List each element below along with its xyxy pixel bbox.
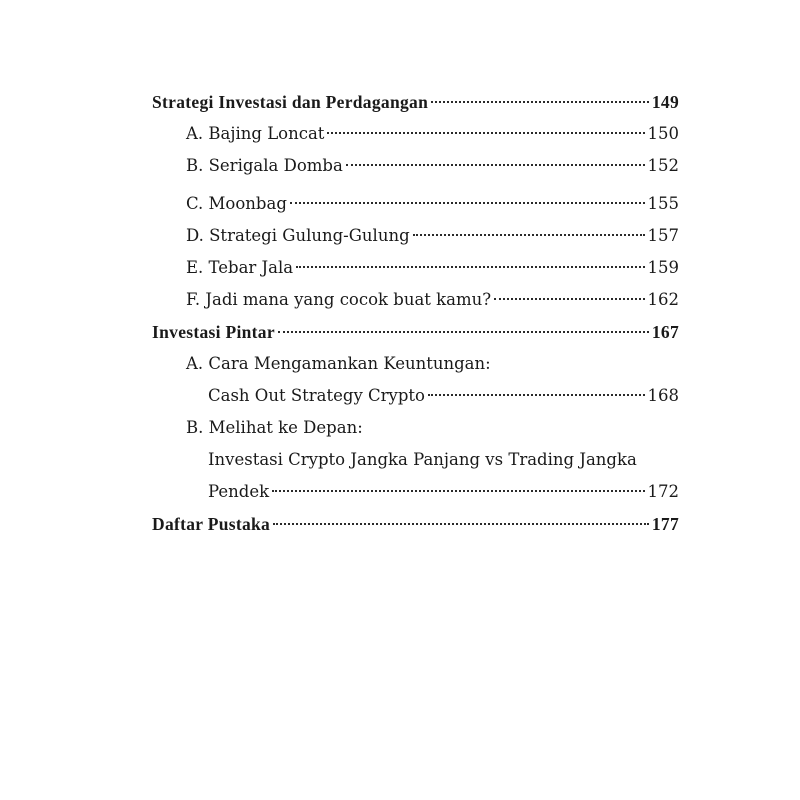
dot-leader bbox=[296, 266, 644, 268]
toc-entry-label: F. Jadi mana yang cocok buat kamu? bbox=[186, 290, 492, 309]
dot-leader bbox=[278, 331, 649, 333]
toc-entry-label: A. Bajing Loncat bbox=[186, 124, 325, 143]
toc-entry-label: B. Melihat ke Depan: bbox=[186, 418, 363, 437]
toc-section-tebar-jala bbox=[152, 252, 679, 284]
toc-section-investasi-crypto-line1 bbox=[152, 444, 679, 476]
toc-entry-label: Cash Out Strategy Crypto bbox=[208, 386, 425, 405]
toc-section-jadi-mana bbox=[152, 284, 679, 316]
toc-entry-label: Investasi Pintar bbox=[152, 322, 275, 342]
toc-section-cash-out-strategy bbox=[152, 380, 679, 412]
dot-leader bbox=[413, 234, 645, 236]
toc-entry-label: B. Serigala Domba bbox=[186, 156, 343, 175]
toc-page-number: 155 bbox=[647, 194, 679, 213]
toc-entry-label: E. Tebar Jala bbox=[186, 258, 294, 277]
toc-section-investasi-crypto-line2 bbox=[152, 476, 679, 508]
dot-leader bbox=[290, 202, 645, 204]
toc-entry-label: Strategi Investasi dan Perdagangan bbox=[152, 92, 429, 112]
toc-entry-label: Pendek bbox=[208, 482, 270, 501]
toc-entry-label: C. Moonbag bbox=[186, 194, 287, 213]
toc-section-serigala-domba bbox=[152, 150, 679, 182]
dot-leader bbox=[431, 101, 649, 103]
dot-leader bbox=[346, 164, 645, 166]
toc-page-number: 152 bbox=[647, 156, 679, 175]
toc-page-number: 172 bbox=[647, 482, 679, 501]
toc-section-strategi-gulung-gulung bbox=[152, 220, 679, 252]
toc-section-moonbag bbox=[152, 188, 679, 220]
toc-page-number: 149 bbox=[651, 92, 679, 112]
toc-entry-label: D. Strategi Gulung-Gulung bbox=[186, 226, 410, 245]
table-of-contents bbox=[152, 86, 679, 540]
toc-entry-label: A. Cara Mengamankan Keuntungan: bbox=[186, 354, 491, 373]
dot-leader bbox=[272, 490, 644, 492]
toc-chapter-strategi-investasi bbox=[152, 86, 679, 118]
dot-leader bbox=[494, 298, 644, 300]
dot-leader bbox=[273, 523, 649, 525]
toc-section-melihat-ke-depan bbox=[152, 412, 679, 444]
toc-page-number: 157 bbox=[647, 226, 679, 245]
toc-entry-label: Daftar Pustaka bbox=[152, 514, 271, 534]
toc-entry-label: Investasi Crypto Jangka Panjang vs Trading Jangka bbox=[208, 450, 637, 469]
toc-section-bajing-loncat bbox=[152, 118, 679, 150]
toc-page-number: 150 bbox=[647, 124, 679, 143]
toc-page-number: 177 bbox=[651, 514, 679, 534]
dot-leader bbox=[327, 132, 644, 134]
toc-page-number: 167 bbox=[651, 322, 679, 342]
toc-page-number: 168 bbox=[647, 386, 679, 405]
toc-page-number: 159 bbox=[647, 258, 679, 277]
toc-page-number: 162 bbox=[647, 290, 679, 309]
toc-section-cara-mengamankan bbox=[152, 348, 679, 380]
toc-chapter-investasi-pintar bbox=[152, 316, 679, 348]
toc-chapter-daftar-pustaka bbox=[152, 508, 679, 540]
dot-leader bbox=[428, 394, 645, 396]
